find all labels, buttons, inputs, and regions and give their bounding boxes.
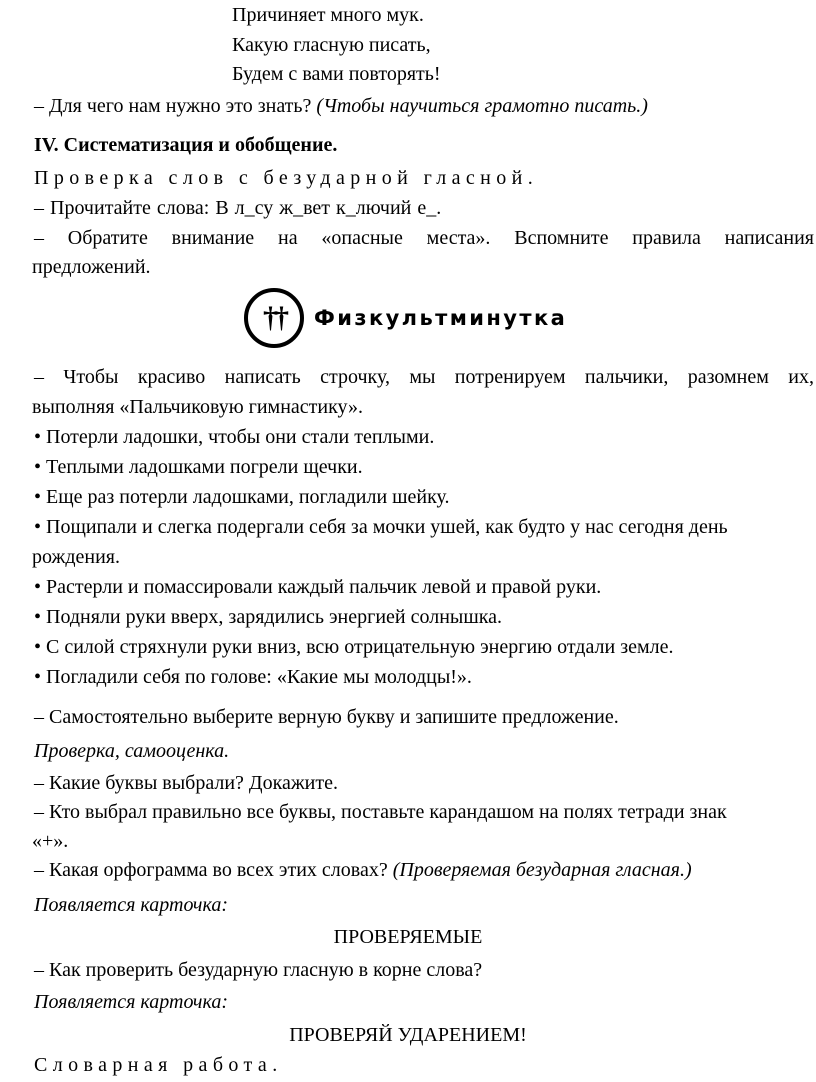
independent-task: – Самостоятельно выберите верную букву и запишите предложение. <box>34 706 619 728</box>
poem-line-2: Какую гласную писать, <box>232 34 431 56</box>
who-correct-line-1: – Кто выбрал правильно все буквы, поставьте карандашом на полях тетради знак <box>34 801 727 823</box>
list-item: • Пощипали и слегка подергали себя за мочки ушей, как будто у нас сегодня день <box>34 516 728 538</box>
read-words: – Прочитайте слова: В л_су ж_вет к_лючий е_. <box>34 197 442 219</box>
list-item: • Подняли руки вверх, зарядились энергией солнышка. <box>34 606 503 628</box>
vocab-heading: Словарная работа. <box>34 1054 283 1076</box>
cross-figures-icon: †† <box>263 301 285 334</box>
check-self: Проверка, самооценка. <box>34 740 230 762</box>
poem-line-1: Причиняет много мук. <box>232 4 424 26</box>
list-item: • Потерли ладошки, чтобы они стали теплыми. <box>34 426 435 448</box>
card-2-text: ПРОВЕРЯЙ УДАРЕНИЕМ! <box>289 1024 527 1046</box>
who-correct-line-2: «+». <box>32 830 69 852</box>
card-1-text: ПРОВЕРЯЕМЫЕ <box>333 926 483 948</box>
list-item: • С силой стряхнули руки вниз, всю отрицательную энергию отдали земле. <box>34 636 674 658</box>
how-check: – Как проверить безударную гласную в корне слова? <box>34 959 483 981</box>
exercise-intro-line-2: выполняя «Пальчиковую гимнастику». <box>32 396 364 418</box>
spelling-question: – Какая орфограмма во всех этих словах? (Проверяемая безударная гласная.) <box>34 859 692 881</box>
which-letters: – Какие буквы выбрали? Докажите. <box>34 772 339 794</box>
spelling-answer: (Проверяемая безударная гласная.) <box>392 859 692 881</box>
card-1-intro: Появляется карточка: <box>34 894 228 916</box>
list-item: • Погладили себя по голове: «Какие мы молодцы!». <box>34 666 472 688</box>
attention-line-1: – Обратите внимание на «опасные места». Вспомните правила написания <box>34 227 814 249</box>
exercise-intro-line-1: – Чтобы красиво написать строчку, мы потренируем пальчики, разомнем их, <box>34 366 814 388</box>
question-why-answer: (Чтобы научиться грамотно писать.) <box>316 95 648 117</box>
list-item-continuation: рождения. <box>32 546 120 568</box>
list-item: • Растерли и помассировали каждый пальчик левой и правой руки. <box>34 576 602 598</box>
banner-title: Физкультминутка <box>314 306 568 330</box>
poem-line-3: Будем с вами повторять! <box>232 63 441 85</box>
question-why: – Для чего нам нужно это знать? (Чтобы научиться грамотно писать.) <box>34 95 648 117</box>
section-heading: IV. Систематизация и обобщение. <box>34 134 338 156</box>
card-2-intro: Появляется карточка: <box>34 991 228 1013</box>
attention-line-2: предложений. <box>32 256 151 278</box>
check-words-heading: Проверка слов с безударной гласной. <box>34 167 539 189</box>
list-item: • Еще раз потерли ладошками, погладили шейку. <box>34 486 450 508</box>
list-item: • Теплыми ладошками погрели щечки. <box>34 456 363 478</box>
fizkultminutka-banner <box>244 288 584 352</box>
